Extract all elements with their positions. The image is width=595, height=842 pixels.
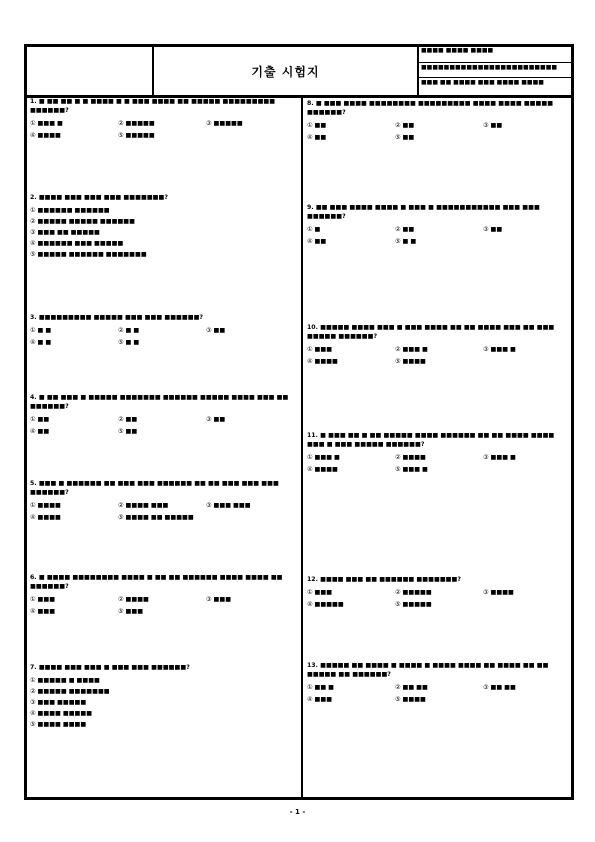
question-stem <box>307 99 573 117</box>
question-text: ■ ■■ ■■■ ■ ■■■■■ ■■■■■■■ ■■■■■■ ■■■■■ ■■■■ ■■■ ■■ ■■■■■■? <box>30 394 289 410</box>
answer-option[interactable]: ③ ■■■■■ <box>206 120 243 127</box>
answer-option[interactable]: ⑤ ■■■■■ <box>118 132 155 139</box>
answer-option[interactable]: ② ■■■■ <box>395 454 426 461</box>
answer-option[interactable]: ② ■■■■ <box>118 596 149 603</box>
answer-option[interactable]: ② ■■ <box>395 122 415 129</box>
answer-options <box>307 587 573 611</box>
question-number: 12. <box>307 576 318 583</box>
question-item <box>30 193 296 260</box>
answer-option[interactable]: ① ■■■ ■ <box>307 454 340 461</box>
answer-option[interactable]: ④ ■■ <box>307 238 327 245</box>
answer-option[interactable]: ① ■ <box>307 226 321 233</box>
question-stem <box>30 663 296 672</box>
header-logo-cell <box>27 47 154 95</box>
question-item <box>307 323 573 368</box>
answer-option[interactable]: ② ■■ <box>118 416 138 423</box>
question-number: 4. <box>30 394 37 401</box>
question-text: ■■■■ ■■■ ■■■ ■ ■■■ ■■■ ■■■■■■? <box>38 664 190 671</box>
answer-option[interactable]: ① ■■■■ <box>30 502 61 509</box>
answer-options <box>307 120 573 144</box>
question-stem <box>30 573 296 591</box>
answer-option[interactable]: ⑤ ■■■ <box>118 608 144 615</box>
answer-option[interactable]: ③ ■■■ ■■■ <box>206 502 251 509</box>
answer-options <box>30 118 296 142</box>
answer-option[interactable]: ② ■■ ■■ <box>395 684 428 691</box>
column-divider <box>301 95 303 797</box>
header-info-line: ■■■■ ■■■■ ■■■■ <box>419 47 571 63</box>
question-item <box>307 431 573 476</box>
answer-option[interactable]: ① ■ ■ <box>30 327 52 334</box>
answer-option[interactable]: ③ ■■ <box>483 122 503 129</box>
question-text: ■■■■■ ■■■■ ■■■ ■ ■■■ ■■■■ ■■ ■■ ■■■■ ■■■ ■■ ■■■ ■■■■■ ■■■■■■? <box>307 324 555 340</box>
answer-option[interactable]: ③ ■■■■ <box>483 589 514 596</box>
question-stem <box>30 393 296 411</box>
answer-option[interactable]: ⑤ ■ ■ <box>118 339 140 346</box>
answer-option[interactable]: ③ ■■■ <box>206 596 232 603</box>
header-info-line: ■■■ ■■ ■■■■ ■■■ ■■■■ ■■■■ <box>421 79 544 86</box>
question-text: ■■ ■■■ ■■■■ ■■■■ ■ ■■■ ■ ■■■■■■■■■■■ ■■■ ■■■ ■■■■■■? <box>307 204 540 220</box>
answer-option[interactable]: ③ ■■■ ■ <box>483 346 516 353</box>
question-stem <box>307 661 573 679</box>
question-number: 1. <box>30 98 37 105</box>
question-item <box>30 393 296 438</box>
answer-option[interactable]: ③ ■■■ ■■■■■ <box>30 699 87 706</box>
question-item <box>30 663 296 730</box>
answer-option[interactable]: ④ ■■■ <box>307 696 333 703</box>
question-text: ■ ■■ ■■ ■ ■ ■■■■ ■ ■ ■■■ ■■■■ ■■ ■■■■■ ■■■■■■■■■ ■■■■■■? <box>30 98 276 114</box>
question-number: 8. <box>307 100 314 107</box>
answer-option[interactable]: ① ■■■■■ ■ ■■■■ <box>30 677 100 684</box>
answer-options <box>307 344 573 368</box>
answer-option[interactable]: ③ ■■■ ■ <box>483 454 516 461</box>
question-item <box>307 203 573 248</box>
question-number: 10. <box>307 324 318 331</box>
answer-option[interactable]: ② ■■■■ ■■■ <box>118 502 169 509</box>
question-text: ■ ■■■ ■■ ■ ■■ ■■■■■ ■■■■ ■■■■■■ ■■ ■■ ■■■■ ■■■■ ■■■ ■ ■■■ ■■■■■ ■■■■■■? <box>307 432 555 448</box>
answer-option[interactable]: ④ ■■ <box>307 134 327 141</box>
answer-options <box>30 594 296 618</box>
question-stem <box>307 323 573 341</box>
header-info-cell <box>419 47 571 95</box>
question-number: 5. <box>30 480 37 487</box>
answer-option[interactable]: ③ ■■ ■■ <box>483 684 516 691</box>
answer-options <box>30 675 296 730</box>
answer-option[interactable]: ⑤ ■ ■ <box>395 238 417 245</box>
question-text: ■■■■■ ■■ ■■■■ ■ ■■■■ ■ ■■■■ ■■■■ ■■ ■■■■ ■■ ■■ ■■■■■ ■■ ■■■■■■? <box>307 662 549 678</box>
answer-options <box>30 325 296 349</box>
answer-option[interactable]: ⑤ ■■■■ ■■■■ <box>30 721 87 728</box>
answer-option[interactable]: ① ■■■ <box>307 346 333 353</box>
exam-frame <box>24 44 574 800</box>
answer-option[interactable]: ③ ■■■ ■■ ■■■■■ <box>30 229 100 236</box>
header-info-line: ■■■■■■■■■■■■■■■■■■■■■■■■ <box>419 64 571 78</box>
answer-option[interactable]: ④ ■■■ <box>30 608 56 615</box>
question-text: ■ ■■■■ ■■■■■■■■ ■■■■ ■ ■■ ■■ ■■■■■■ ■■■■ ■■■■ ■■ ■■■■■■? <box>30 574 283 590</box>
answer-option[interactable]: ③ ■■ <box>483 226 503 233</box>
answer-options <box>30 414 296 438</box>
question-text: ■■■■■■■■■ ■■■■■ ■■■ ■■■ ■■■■■■? <box>38 314 204 321</box>
question-number: 11. <box>307 432 318 439</box>
answer-option[interactable]: ⑤ ■■■■■ ■■■■■■ ■■■■■■■ <box>30 251 147 258</box>
question-text: ■■■■ ■■■ ■■■ ■■■ ■■■■■■■? <box>38 194 168 201</box>
answer-option[interactable]: ① ■■■■■■ ■■■■■■ <box>30 207 110 214</box>
question-stem <box>30 313 296 322</box>
question-item <box>307 661 573 706</box>
answer-option[interactable]: ⑤ ■■■■ <box>395 696 426 703</box>
answer-option[interactable]: ① ■■ ■ <box>307 684 335 691</box>
question-item <box>307 99 573 144</box>
answer-option[interactable]: ④ ■■■■ ■■■■■ <box>30 710 93 717</box>
answer-option[interactable]: ③ ■■ <box>206 327 226 334</box>
answer-option[interactable]: ④ ■ ■ <box>30 339 52 346</box>
answer-option[interactable]: ② ■ ■ <box>118 327 140 334</box>
answer-option[interactable]: ④ ■■■■■■ ■■■ ■■■■■ <box>30 240 124 247</box>
answer-option[interactable]: ② ■■■■■ ■■■■■ ■■■■■■ <box>30 218 135 225</box>
question-item <box>30 573 296 618</box>
question-text: ■■■■ ■■■ ■■ ■■■■■■ ■■■■■■■? <box>320 576 461 583</box>
question-stem <box>30 97 296 115</box>
answer-option[interactable]: ④ ■■■■ <box>307 358 338 365</box>
answer-option[interactable]: ⑤ ■■■■■ <box>395 601 432 608</box>
answer-option[interactable]: ⑤ ■■ <box>395 134 415 141</box>
page-number: - 1 - <box>289 808 306 816</box>
answer-option[interactable]: ① ■■■ ■ <box>30 120 63 127</box>
question-item <box>30 313 296 349</box>
answer-option[interactable]: ④ ■■■■ <box>30 514 61 521</box>
question-stem <box>307 203 573 221</box>
answer-option[interactable]: ④ ■■■■■ <box>307 601 344 608</box>
answer-options <box>307 452 573 476</box>
question-stem <box>30 193 296 202</box>
question-number: 3. <box>30 314 37 321</box>
answer-options <box>30 500 296 524</box>
question-stem <box>30 479 296 497</box>
exam-header <box>27 47 571 98</box>
question-item <box>30 97 296 142</box>
answer-option[interactable]: ④ ■■ <box>30 428 50 435</box>
answer-option[interactable]: ① ■■■ <box>30 596 56 603</box>
question-text: ■ ■■■ ■■■■ ■■■■■■■■ ■■■■■■■■■ ■■■■ ■■■■ ■■■■■ ■■■■■■? <box>307 100 554 116</box>
answer-option[interactable]: ① ■■■ <box>307 589 333 596</box>
answer-options <box>307 682 573 706</box>
answer-option[interactable]: ② ■■■ ■ <box>395 346 428 353</box>
answer-option[interactable]: ② ■■■■■ <box>395 589 432 596</box>
question-stem <box>307 431 573 449</box>
answer-option[interactable]: ⑤ ■■■■ <box>395 358 426 365</box>
answer-option[interactable]: ① ■■ <box>30 416 50 423</box>
question-text: ■■■ ■ ■■■■■■ ■■ ■■■ ■■■ ■■■■■■ ■■ ■■ ■■■ ■■■ ■■■ ■■■■■■? <box>30 480 279 496</box>
question-number: 13. <box>307 662 318 669</box>
answer-option[interactable]: ② ■■ <box>395 226 415 233</box>
question-item <box>307 575 573 611</box>
exam-title: 기출 시험지 <box>154 47 419 95</box>
answer-option[interactable]: ⑤ ■■■■ ■■ ■■■■■ <box>118 514 194 521</box>
answer-option[interactable]: ② ■■■■■ <box>118 120 155 127</box>
answer-option[interactable]: ③ ■■ <box>206 416 226 423</box>
answer-option[interactable]: ⑤ ■■■ ■ <box>395 466 428 473</box>
answer-options <box>307 224 573 248</box>
question-item <box>30 479 296 524</box>
question-number: 6. <box>30 574 37 581</box>
question-number: 2. <box>30 194 37 201</box>
answer-option[interactable]: ④ ■■■■ <box>30 132 61 139</box>
answer-option[interactable]: ② ■■■■■ ■■■■■■■ <box>30 688 110 695</box>
question-number: 7. <box>30 664 37 671</box>
question-stem <box>307 575 573 584</box>
answer-options <box>30 205 296 260</box>
answer-option[interactable]: ① ■■ <box>307 122 327 129</box>
question-number: 9. <box>307 204 314 211</box>
answer-option[interactable]: ⑤ ■■ <box>118 428 138 435</box>
answer-option[interactable]: ④ ■■■■ <box>307 466 338 473</box>
